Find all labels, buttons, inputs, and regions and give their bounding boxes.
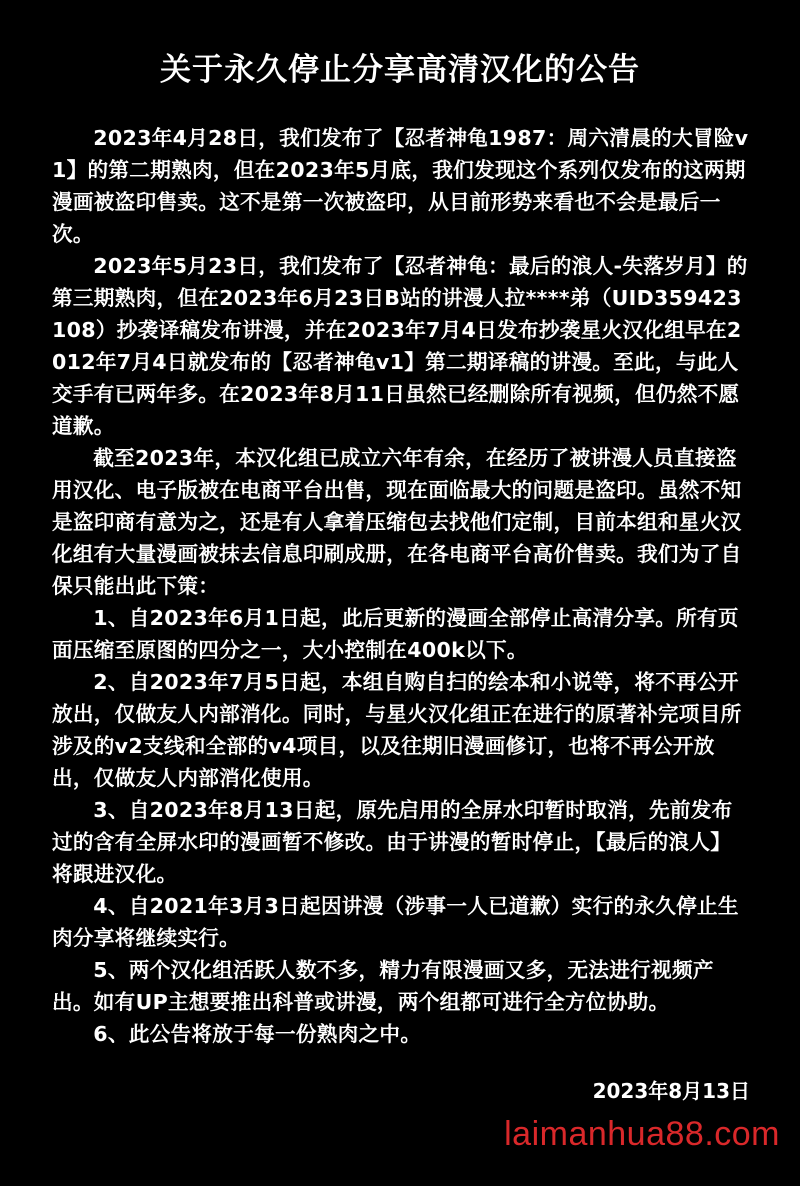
paragraph-measure-3: 3、自2023年8月13日起，原先启用的全屏水印暂时取消，先前发布过的含有全屏水印的漫画暂不修改。由于讲漫的暂时停止，【最后的浪人】将跟进汉化。 [52,798,733,886]
notice-title: 关于永久停止分享高清汉化的公告 [160,52,640,88]
paragraph-measure-4: 4、自2021年3月3日起因讲漫（涉事一人已道歉）实行的永久停止生肉分享将继续实行。 [52,894,739,950]
paragraph-intro-3: 截至2023年，本汉化组已成立六年有余，在经历了被讲漫人员直接盗用汉化、电子版被在电商平台出售，现在面临最大的问题是盗印。虽然不知是盗印商有意为之，还是有人拿着压缩包去找他们定制，目前本组和星火汉化组有大量漫画被抹去信息印刷成册，在各电商平台高价售卖。我们为了自保只能出此下策： [52,446,742,598]
paragraph-measure-6: 6、此公告将放于每一份熟肉之中。 [93,1022,422,1046]
site-watermark: laimanhua88.com [504,1115,780,1153]
notice-date: 2023年8月13日 [592,1079,750,1103]
paragraph-measure-2: 2、自2023年7月5日起，本组自购自扫的绘本和小说等，将不再公开放出，仅做友人内部消化。同时，与星火汉化组正在进行的原著补完项目所涉及的v2支线和全部的v4项目，以及往期旧漫画修订，也将不再公开放出，仅做友人内部消化使用。 [52,670,742,790]
notice-body [52,122,752,1050]
paragraph-measure-5: 5、两个汉化组活跃人数不多，精力有限漫画又多，无法进行视频产出。如有UP主想要推出科普或讲漫，两个组都可进行全方位协助。 [52,958,714,1014]
paragraph-intro-1: 2023年4月28日，我们发布了【忍者神龟1987：周六清晨的大冒险v1】的第二期熟肉，但在2023年5月底，我们发现这个系列仅发布的这两期漫画被盗印售卖。这不是第一次被盗印，从目前形势来看也不会是最后一次。 [52,126,749,246]
paragraph-measure-1: 1、自2023年6月1日起，此后更新的漫画全部停止高清分享。所有页面压缩至原图的四分之一，大小控制在400k以下。 [52,606,739,662]
paragraph-intro-2: 2023年5月23日，我们发布了【忍者神龟：最后的浪人-失落岁月】的第三期熟肉，但在2023年6月23日B站的讲漫人拉****弟（UID359423108）抄袭译稿发布讲漫，并在2023年7月4日发布抄袭星火汉化组早在2012年7月4日就发布的【忍者神龟v1】第二期译稿的讲漫。至此，与此人交手有已两年多。在2023年8月11日虽然已经删除所有视频，但仍然不愿道歉。 [52,254,748,438]
